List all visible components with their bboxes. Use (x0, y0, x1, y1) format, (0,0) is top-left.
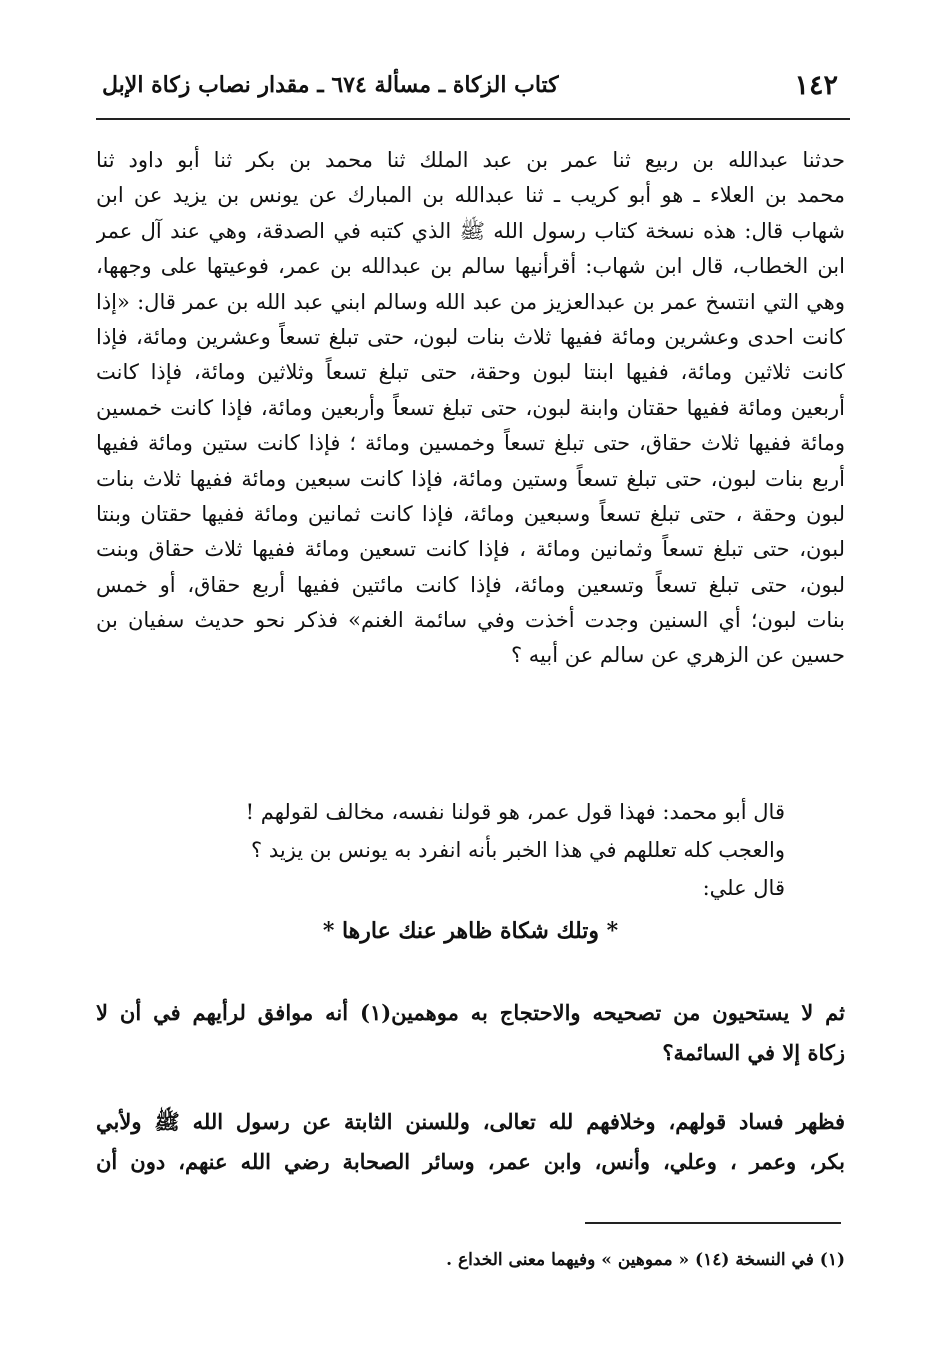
page-header (96, 66, 850, 120)
quote-line: قال علي: (702, 876, 785, 900)
text-line: بنات لبون؛ أي السنين وجدت أخذت وفي سائمة الغنم» فذكر نحو حديث سفيان بن (96, 608, 845, 633)
text-line: فظهر فساد قولهم، وخلافهم لله تعالى، وللسنن الثابتة عن رسول الله ﷺ ولأبي (96, 1109, 845, 1134)
text-line: زكاة إلا في السائمة؟ (662, 1040, 845, 1065)
quote-line: والعجب كله تعللهم في هذا الخبر بأنه انفرد به يونس بن يزيد ؟ (251, 838, 785, 862)
text-line: أربعين ومائة ففيها حقتان وابنة لبون، حتى تبلغ تسعاً وأربعين ومائة، فإذا كانت خمسين (96, 395, 845, 420)
text-line: لبون، حتى تبلغ تسعاً وثمانين ومائة ، فإذا كانت تسعين ومائة ففيها ثلاث حقاق وبنت (96, 537, 845, 562)
quote-line: قال أبو محمد: فهذا قول عمر، هو قولنا نفسه، مخالف لقولهم ! (245, 800, 785, 824)
text-line: ومائة ففيها ثلاث حقاق، حتى تبلغ تسعاً وخمسين ومائة ؛ فإذا كانت ستين ومائة ففيها (96, 431, 845, 456)
poetry-verse: * وتلك شكاة ظاهر عنك عارها * (322, 918, 619, 944)
text-line: أربع بنات لبون، حتى تبلغ تسعاً وستين ومائة، فإذا كانت سبعين ومائة ففيها ثلاث بنات (96, 466, 845, 491)
paragraph-two (96, 993, 845, 1073)
text-line: بكر، وعمر ، وعلي، وأنس، وابن عمر، وسائر الصحابة رضي الله عنهم، دون أن (96, 1149, 845, 1174)
page-number: ١٤٢ (794, 70, 838, 101)
text-line: محمد بن العلاء ـ هو أبو كريب ـ ثنا عبدالله بن المبارك عن يونس بن يزيد عن ابن (96, 183, 845, 208)
main-paragraph (96, 143, 845, 674)
text-line: شهاب قال: هذه نسخة كتاب رسول الله ﷺ الذي كتبه في الصدقة، وهي عند آل عمر (96, 218, 845, 243)
text-line: لبون وحقة ، حتى تبلغ تسعاً وسبعين ومائة، فإذا كانت ثمانين ومائة ففيها حقتان وبنتا (96, 501, 845, 526)
text-line: حدثنا عبدالله بن ربيع ثنا عمر بن عبد الملك ثنا محمد بن بكر ثنا أبو داود ثنا (96, 148, 845, 172)
quote-block (200, 793, 785, 907)
text-line: حسين عن الزهري عن سالم عن أبيه ؟ (510, 643, 845, 668)
running-title: كتاب الزكاة ـ مسألة ٦٧٤ ـ مقدار نصاب زكاة الإبل (102, 72, 559, 98)
text-line: كانت ثلاثين ومائة، ففيها ابنتا لبون وحقة، حتى تبلغ تسعاً وثلاثين ومائة، فإذا كانت (96, 360, 845, 385)
footnote: (١) في النسخة (١٤) « مموهين » وفيهما معنى الخداع . (446, 1250, 845, 1270)
paragraph-three (96, 1102, 845, 1182)
text-line: لبون، حتى تبلغ تسعاً وتسعين ومائة، فإذا كانت مائتين ففيها أربع حقاق، أو خمس (96, 572, 845, 597)
footnote-divider (585, 1222, 841, 1224)
text-line: ثم لا يستحيون من تصحيحه والاحتجاج به موهمين(١) أنه موافق لرأيهم في أن لا (96, 1000, 845, 1025)
text-line: ابن الخطاب، قال ابن شهاب: أقرأنيها سالم بن عبدالله بن عمر، فوعيتها على وجهها، (96, 254, 845, 279)
text-line: كانت احدى وعشرين ومائة ففيها ثلاث بنات لبون، حتى تبلغ تسعاً وعشرين ومائة، فإذا (96, 324, 845, 349)
text-line: وهي التي انتسخ عمر بن عبدالعزيز من عبد الله وسالم ابني عبد الله بن عمر قال: «إذا (96, 289, 845, 314)
